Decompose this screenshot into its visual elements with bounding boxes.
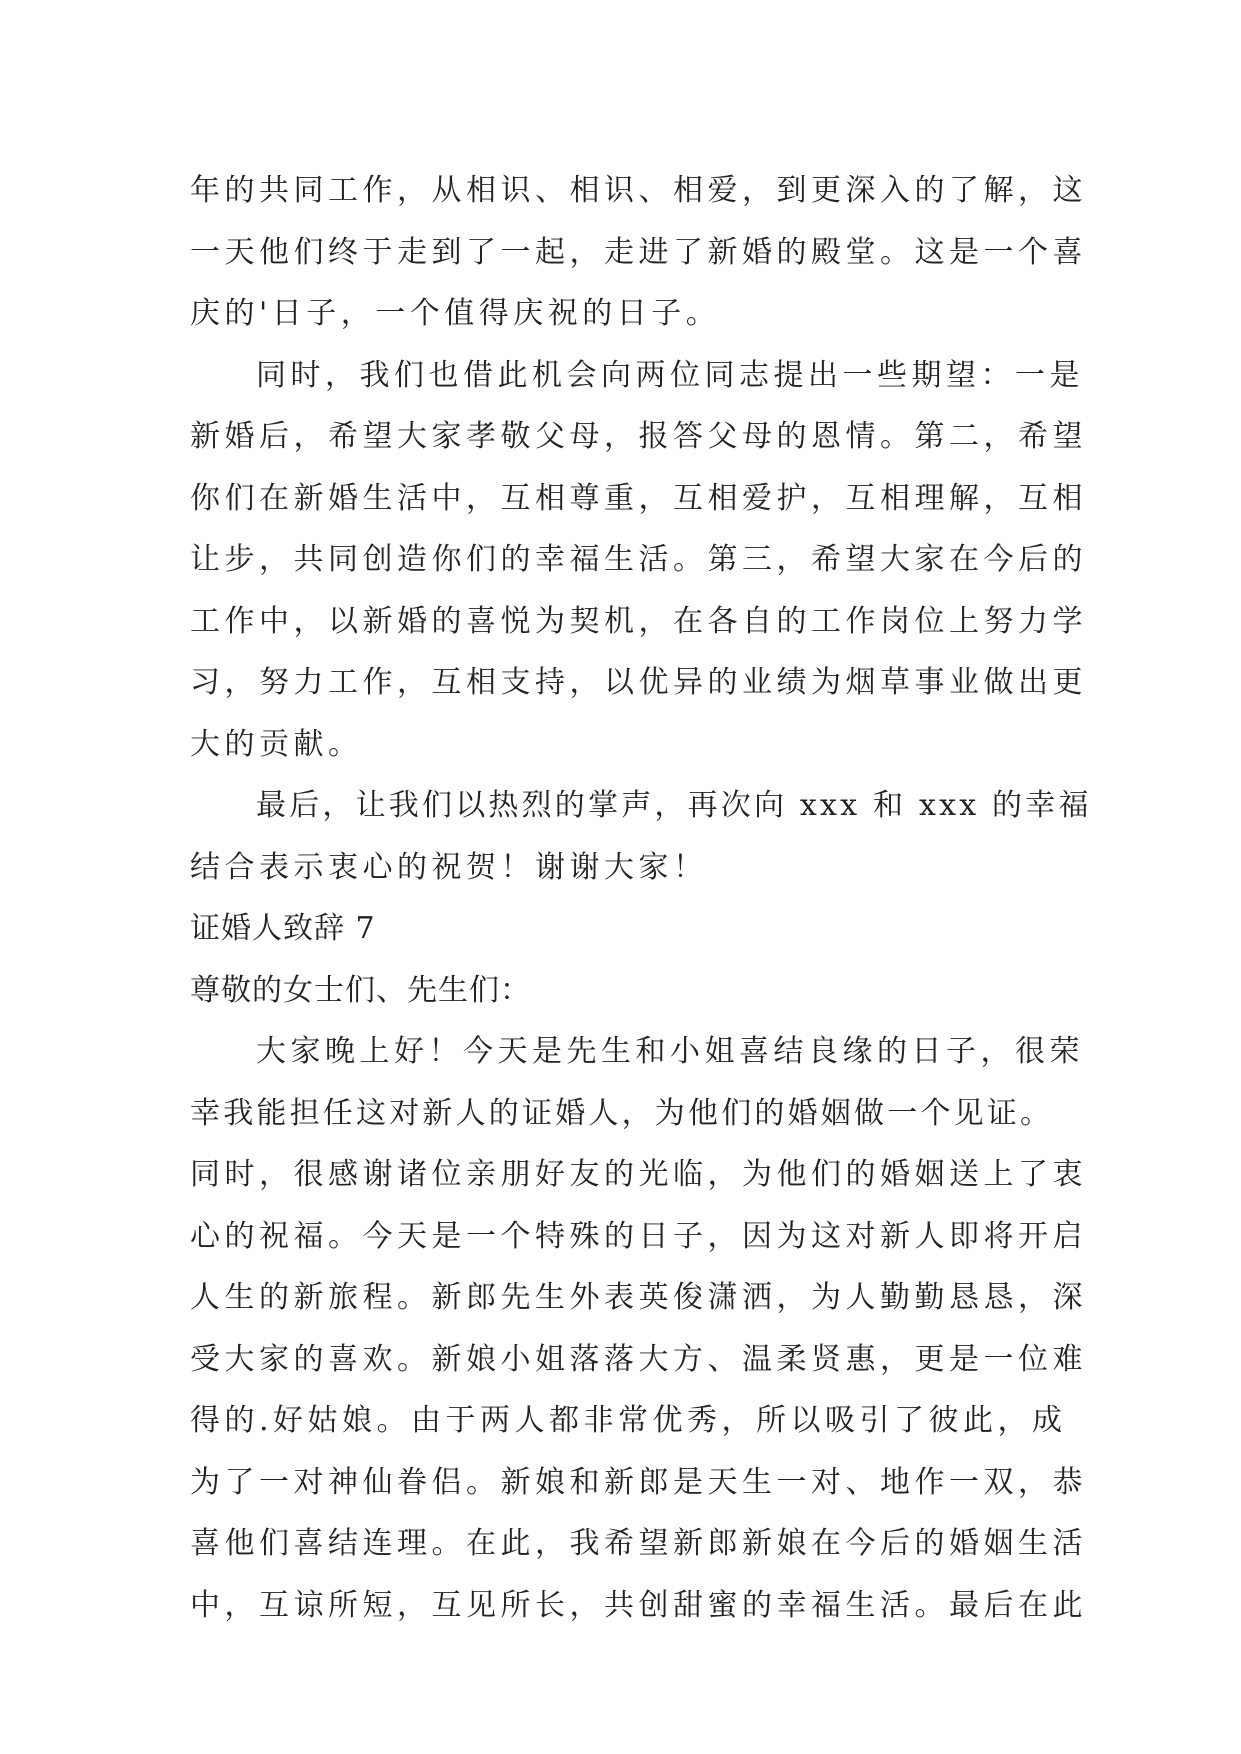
- document-body: [190, 160, 1092, 1636]
- body-line: 得的.好姑娘。由于两人都非常优秀，所以吸引了彼此，成: [190, 1403, 1067, 1438]
- paragraph-start-line: 最后，让我们以热烈的掌声，再次向 xxx 和 xxx 的幸福: [256, 788, 1092, 823]
- body-line: 为了一对神仙眷侣。新娘和新郎是天生一对、地作一双，恭: [190, 1464, 1087, 1500]
- body-line: 人生的新旅程。新郎先生外表英俊潇洒，为人勤勤恳恳，深: [190, 1280, 1087, 1315]
- body-line: 习，努力工作，互相支持，以优异的业绩为烟草事业做出更: [190, 665, 1087, 700]
- body-line: 你们在新婚生活中，互相尊重，互相爱护，互相理解，互相: [190, 480, 1087, 516]
- body-line: 新婚后，希望大家孝敬父母，报答父母的恩情。第二，希望: [190, 419, 1087, 454]
- body-line: 中，互谅所短，互见所长，共创甜蜜的幸福生活。最后在此: [190, 1587, 1087, 1623]
- section-heading: 证婚人致辞 7: [190, 911, 376, 946]
- salutation-line: 尊敬的女士们、先生们：: [190, 972, 531, 1008]
- body-line: 一天他们终于走到了一起，走进了新婚的殿堂。这是一个喜: [190, 234, 1087, 270]
- body-line: 喜他们喜结连理。在此，我希望新郎新娘在今后的婚姻生活: [190, 1526, 1087, 1561]
- body-line: 同时，很感谢诸位亲朋好友的光临，为他们的婚姻送上了衷: [190, 1157, 1087, 1192]
- body-line: 工作中，以新婚的喜悦为契机，在各自的工作岗位上努力学: [190, 603, 1087, 639]
- body-line: 庆的'日子，一个值得庆祝的日子。: [190, 296, 721, 331]
- body-line: 大的贡献。: [190, 726, 363, 762]
- body-line: 幸我能担任这对新人的证婚人，为他们的婚姻做一个见证。: [190, 1095, 1054, 1131]
- body-line: 让步，共同创造你们的幸福生活。第三，希望大家在今后的: [190, 542, 1087, 577]
- paragraph-start-line: 大家晚上好！今天是先生和小姐喜结良缘的日子，很荣: [256, 1034, 1084, 1069]
- body-line: 受大家的喜欢。新娘小姐落落大方、温柔贤惠，更是一位难: [190, 1341, 1087, 1377]
- body-line: 心的祝福。今天是一个特殊的日子，因为这对新人即将开启: [190, 1218, 1087, 1254]
- body-line: 结合表示衷心的祝贺！谢谢大家！: [190, 849, 708, 885]
- body-line: 年的共同工作，从相识、相识、相爱，到更深入的了解，这: [190, 173, 1087, 208]
- paragraph-start-line: 同时，我们也借此机会向两位同志提出一些期望：一是: [256, 357, 1084, 393]
